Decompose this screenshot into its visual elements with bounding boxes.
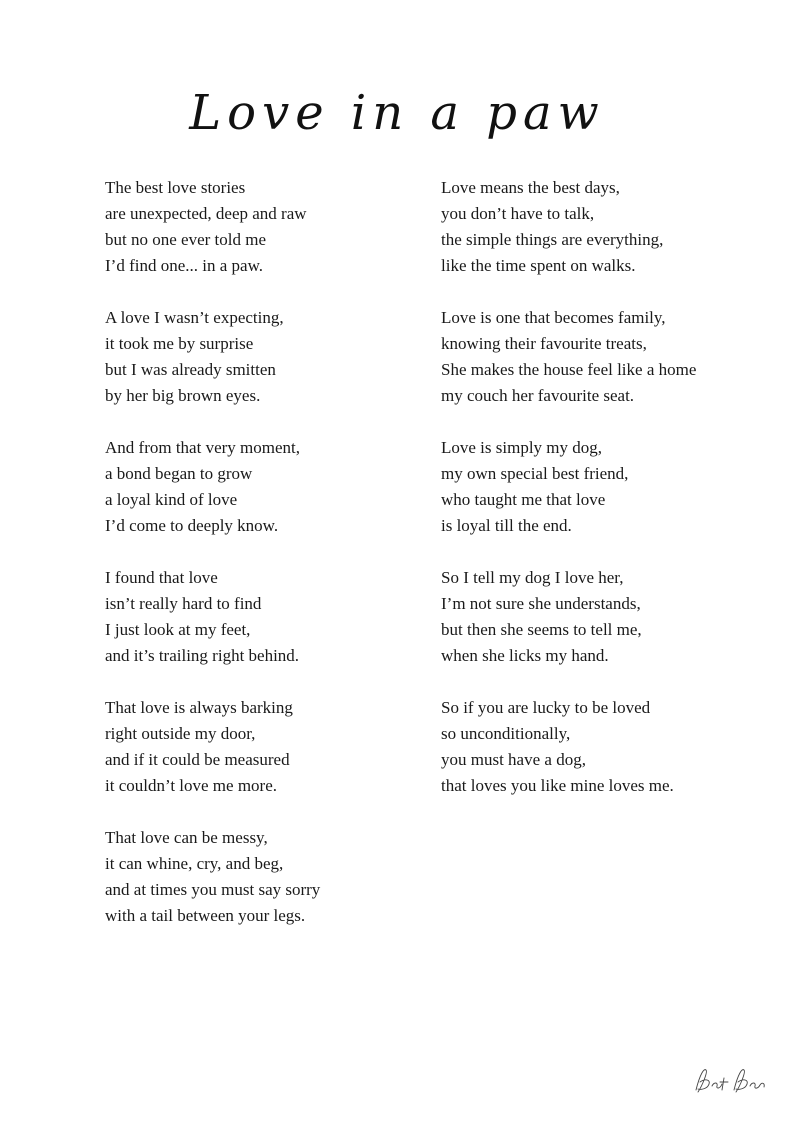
poem-line: So I tell my dog I love her, xyxy=(441,568,624,587)
stanza xyxy=(441,435,781,539)
poem-line: like the time spent on walks. xyxy=(441,256,636,275)
stanza xyxy=(441,305,781,409)
poem-line: the simple things are everything, xyxy=(441,230,664,249)
poem-line: so unconditionally, xyxy=(441,724,571,743)
poem-line: isn’t really hard to find xyxy=(105,594,262,613)
poem-line: Love is simply my dog, xyxy=(441,438,603,457)
left-column xyxy=(105,175,445,955)
poem-line: my couch her favourite seat. xyxy=(441,386,635,405)
poem-line: a bond began to grow xyxy=(105,464,253,483)
poem-line: A love I wasn’t expecting, xyxy=(105,308,284,327)
poem-line: Love is one that becomes family, xyxy=(441,308,666,327)
poem-line: and if it could be measured xyxy=(105,750,290,769)
poem-line: a loyal kind of love xyxy=(105,490,238,509)
stanza xyxy=(441,175,781,279)
poem-line: that loves you like mine loves me. xyxy=(441,776,674,795)
poem-line: I’d come to deeply know. xyxy=(105,516,279,535)
poem-line: is loyal till the end. xyxy=(441,516,572,535)
poem-line: you must have a dog, xyxy=(441,750,586,769)
poem-line: it couldn’t love me more. xyxy=(105,776,278,795)
poem-line: but I was already smitten xyxy=(105,360,276,379)
poem-line: I just look at my feet, xyxy=(105,620,251,639)
stanza xyxy=(105,825,445,929)
stanza xyxy=(441,695,781,799)
poem-line: but then she seems to tell me, xyxy=(441,620,642,639)
poem-line: knowing their favourite treats, xyxy=(441,334,647,353)
poem-line: So if you are lucky to be loved xyxy=(441,698,651,717)
stanza xyxy=(105,175,445,279)
poem-line: She makes the house feel like a home xyxy=(441,360,697,379)
poem-title-text: Love in a paw xyxy=(189,85,605,141)
poem-line: by her big brown eyes. xyxy=(105,386,261,405)
right-column xyxy=(441,175,781,825)
poem-line: and at times you must say sorry xyxy=(105,880,321,899)
stanza xyxy=(441,565,781,669)
poem-line: but no one ever told me xyxy=(105,230,266,249)
poem-line: with a tail between your legs. xyxy=(105,906,306,925)
signature-logo xyxy=(690,1060,770,1100)
stanza xyxy=(105,565,445,669)
poem-line: And from that very moment, xyxy=(105,438,300,457)
poem-line: and it’s trailing right behind. xyxy=(105,646,300,665)
poem-line: my own special best friend, xyxy=(441,464,629,483)
poem-line: The best love stories xyxy=(105,178,246,197)
poem-line: right outside my door, xyxy=(105,724,256,743)
poem-line: it took me by surprise xyxy=(105,334,254,353)
poem-line: are unexpected, deep and raw xyxy=(105,204,307,223)
poem-title xyxy=(0,58,794,168)
poem-line: you don’t have to talk, xyxy=(441,204,595,223)
poem-line: Love means the best days, xyxy=(441,178,620,197)
stanza xyxy=(105,435,445,539)
poem-line: I’m not sure she understands, xyxy=(441,594,641,613)
poem-line: when she licks my hand. xyxy=(441,646,609,665)
poem-line: I’d find one... in a paw. xyxy=(105,256,263,275)
poem-line: it can whine, cry, and beg, xyxy=(105,854,284,873)
poem-line: That love is always barking xyxy=(105,698,293,717)
poem-line: who taught me that love xyxy=(441,490,606,509)
poem-line: That love can be messy, xyxy=(105,828,268,847)
stanza xyxy=(105,305,445,409)
stanza xyxy=(105,695,445,799)
poem-line: I found that love xyxy=(105,568,218,587)
